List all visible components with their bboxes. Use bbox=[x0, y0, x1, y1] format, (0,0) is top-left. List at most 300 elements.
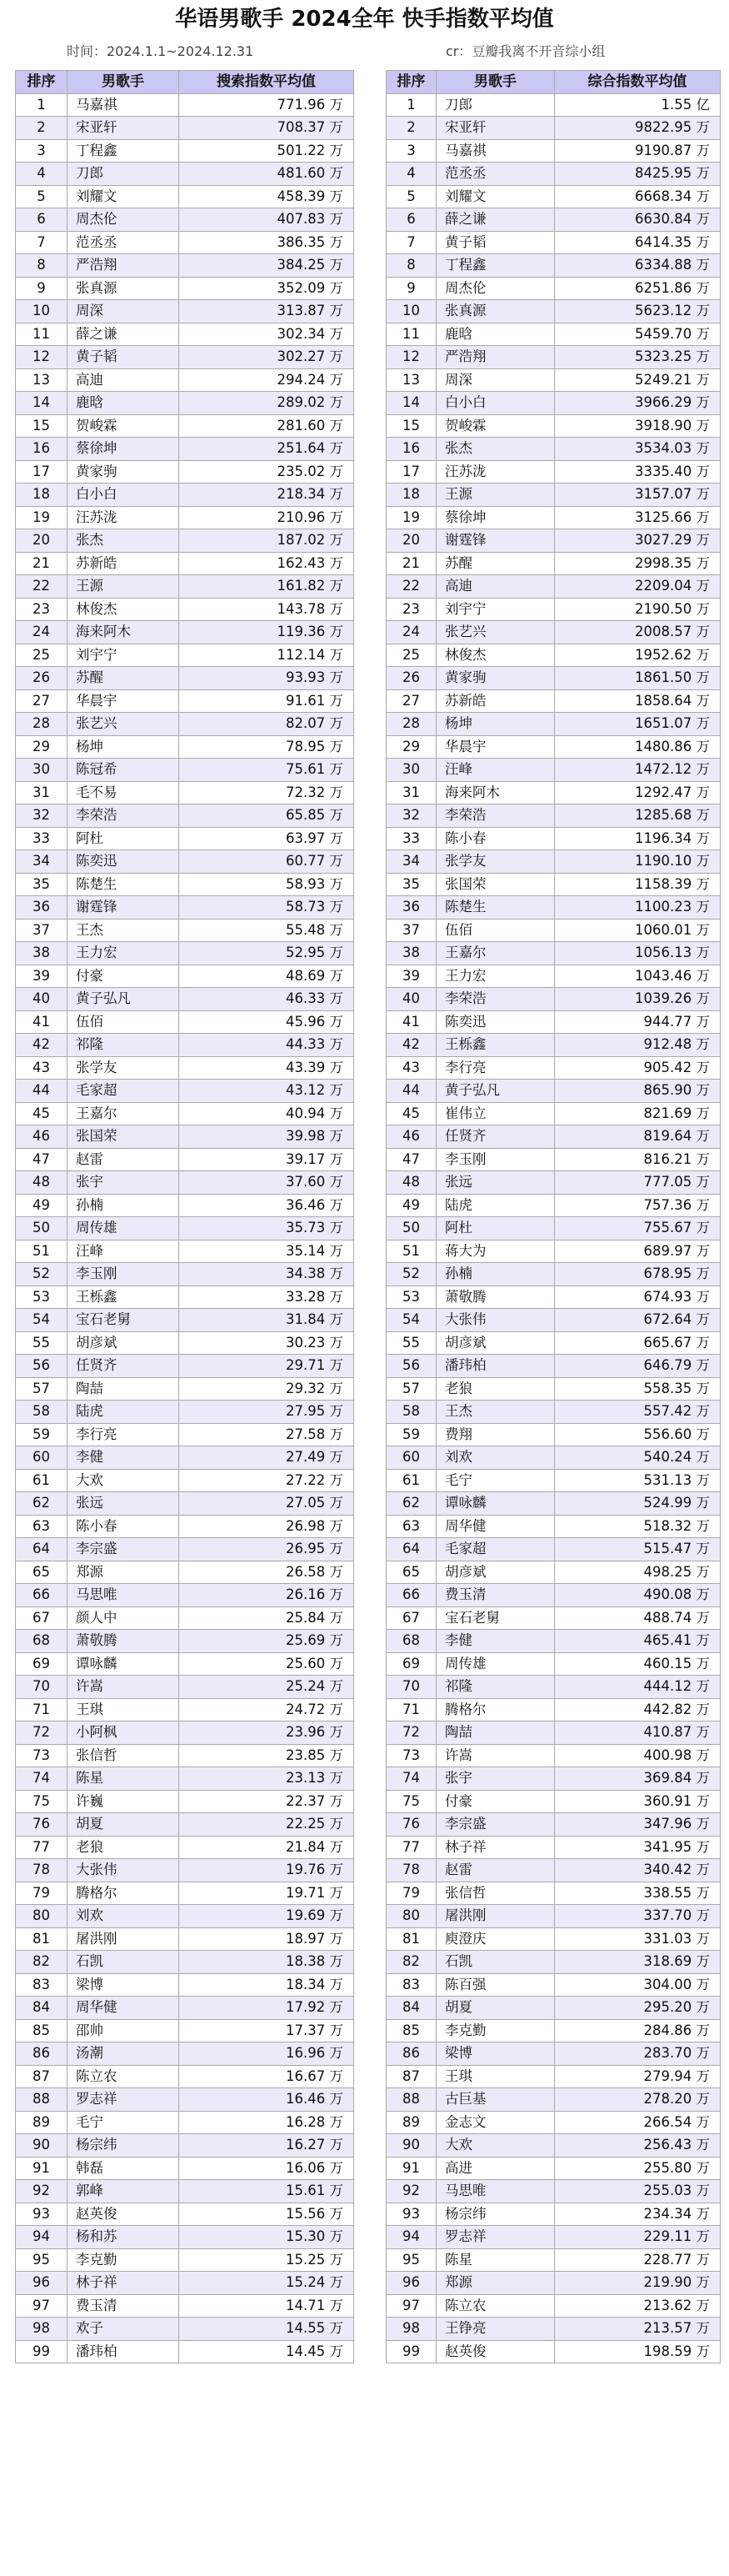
index-value-cell: 162.43 万 bbox=[179, 552, 354, 575]
rank-cell: 15 bbox=[387, 414, 437, 438]
rank-cell: 1 bbox=[16, 93, 67, 117]
singer-name-cell: 阿杜 bbox=[437, 1217, 555, 1240]
rank-cell: 84 bbox=[16, 1997, 67, 2020]
rank-cell: 52 bbox=[387, 1263, 437, 1286]
index-value-cell: 27.22 万 bbox=[179, 1469, 354, 1492]
index-value-cell: 318.69 万 bbox=[555, 1951, 721, 1974]
index-value-cell: 347.96 万 bbox=[555, 1813, 721, 1837]
index-value-cell: 218.34 万 bbox=[179, 484, 354, 507]
singer-name-cell: 黄子韬 bbox=[67, 346, 179, 369]
rank-cell: 83 bbox=[387, 1973, 437, 1997]
index-value-cell: 289.02 万 bbox=[179, 392, 354, 415]
table-row bbox=[16, 2042, 354, 2066]
rank-cell: 20 bbox=[387, 529, 437, 553]
singer-name-cell: 祁隆 bbox=[67, 1034, 179, 1057]
table-row bbox=[387, 2111, 721, 2134]
rank-cell: 88 bbox=[16, 2088, 67, 2112]
table-row bbox=[16, 1423, 354, 1446]
rank-cell: 87 bbox=[16, 2065, 67, 2088]
index-value-cell: 16.46 万 bbox=[179, 2088, 354, 2112]
table-row bbox=[16, 804, 354, 828]
index-value-cell: 210.96 万 bbox=[179, 506, 354, 529]
table-row bbox=[387, 1515, 721, 1538]
index-value-cell: 161.82 万 bbox=[179, 575, 354, 599]
index-value-cell: 25.84 万 bbox=[179, 1606, 354, 1630]
index-value-cell: 281.60 万 bbox=[179, 414, 354, 438]
singer-name-cell: 汪苏泷 bbox=[67, 506, 179, 529]
table-row bbox=[387, 1859, 721, 1882]
rank-cell: 17 bbox=[16, 460, 67, 484]
table-row bbox=[16, 1859, 354, 1882]
index-value-cell: 27.95 万 bbox=[179, 1401, 354, 1424]
table-row bbox=[387, 1905, 721, 1928]
singer-name-cell: 高迪 bbox=[67, 368, 179, 392]
singer-name-cell: 王杰 bbox=[67, 919, 179, 942]
index-value-cell: 3027.29 万 bbox=[555, 529, 721, 553]
rank-cell: 8 bbox=[16, 254, 67, 278]
singer-name-cell: 陶喆 bbox=[67, 1377, 179, 1401]
table-row bbox=[16, 759, 354, 782]
rank-cell: 36 bbox=[16, 896, 67, 920]
table-row bbox=[16, 1744, 354, 1767]
rank-cell: 23 bbox=[16, 598, 67, 621]
rank-cell: 89 bbox=[16, 2111, 67, 2134]
rank-cell: 26 bbox=[16, 667, 67, 690]
search-index-table bbox=[15, 70, 354, 2363]
index-value-cell: 46.33 万 bbox=[179, 988, 354, 1011]
singer-name-cell: 丁程鑫 bbox=[437, 254, 555, 278]
singer-name-cell: 高迪 bbox=[437, 575, 555, 599]
table-row bbox=[387, 1102, 721, 1125]
index-value-cell: 1039.26 万 bbox=[555, 988, 721, 1011]
index-value-cell: 689.97 万 bbox=[555, 1240, 721, 1263]
rank-cell: 2 bbox=[16, 117, 67, 140]
rank-cell: 46 bbox=[387, 1125, 437, 1149]
rank-cell: 68 bbox=[387, 1630, 437, 1653]
index-value-cell: 1861.50 万 bbox=[555, 667, 721, 690]
table-row bbox=[16, 1446, 354, 1470]
rank-cell: 81 bbox=[387, 1927, 437, 1951]
singer-name-cell: 张杰 bbox=[437, 438, 555, 461]
rank-cell: 22 bbox=[16, 575, 67, 599]
rank-cell: 94 bbox=[387, 2226, 437, 2249]
rank-cell: 59 bbox=[387, 1423, 437, 1446]
table-row bbox=[16, 942, 354, 965]
singer-name-cell: 周杰伦 bbox=[437, 277, 555, 300]
singer-name-cell: 张真源 bbox=[67, 277, 179, 300]
table-row bbox=[16, 1515, 354, 1538]
table-row bbox=[387, 1056, 721, 1080]
rank-cell: 91 bbox=[16, 2157, 67, 2180]
singer-name-cell: 潘玮柏 bbox=[437, 1355, 555, 1378]
singer-name-cell: 汤潮 bbox=[67, 2042, 179, 2066]
rank-cell: 9 bbox=[16, 277, 67, 300]
index-value-cell: 6630.84 万 bbox=[555, 208, 721, 232]
table-row bbox=[387, 2294, 721, 2318]
rank-cell: 73 bbox=[387, 1744, 437, 1767]
table-row bbox=[16, 1263, 354, 1286]
singer-name-cell: 李健 bbox=[67, 1446, 179, 1470]
index-value-cell: 43.12 万 bbox=[179, 1080, 354, 1103]
table-row bbox=[387, 231, 721, 254]
singer-name-cell: 郑源 bbox=[437, 2272, 555, 2295]
table-row bbox=[387, 873, 721, 896]
singer-name-cell: 张信哲 bbox=[437, 1882, 555, 1905]
singer-name-cell: 苏新皓 bbox=[67, 552, 179, 575]
singer-name-cell: 马思唯 bbox=[437, 2180, 555, 2203]
singer-name-cell: 严浩翔 bbox=[437, 346, 555, 369]
index-value-cell: 27.49 万 bbox=[179, 1446, 354, 1470]
rank-cell: 71 bbox=[387, 1698, 437, 1722]
singer-name-cell: 任贤齐 bbox=[437, 1125, 555, 1149]
rank-cell: 21 bbox=[16, 552, 67, 575]
singer-name-cell: 李健 bbox=[437, 1630, 555, 1653]
table-row bbox=[387, 1080, 721, 1103]
index-value-cell: 19.69 万 bbox=[179, 1905, 354, 1928]
singer-name-cell: 王力宏 bbox=[67, 942, 179, 965]
index-value-cell: 1190.10 万 bbox=[555, 850, 721, 874]
index-value-cell: 912.48 万 bbox=[555, 1034, 721, 1057]
index-value-cell: 23.85 万 bbox=[179, 1744, 354, 1767]
index-value-cell: 465.41 万 bbox=[555, 1630, 721, 1653]
table-row bbox=[16, 2272, 354, 2295]
rank-cell: 97 bbox=[16, 2294, 67, 2318]
table-row bbox=[387, 896, 721, 920]
singer-name-cell: 毛家超 bbox=[67, 1080, 179, 1103]
singer-name-cell: 高进 bbox=[437, 2157, 555, 2180]
table-row bbox=[387, 1309, 721, 1332]
singer-name-cell: 费玉清 bbox=[67, 2294, 179, 2318]
table-row bbox=[16, 208, 354, 232]
index-value-cell: 819.64 万 bbox=[555, 1125, 721, 1149]
singer-name-cell: 蔡徐坤 bbox=[67, 438, 179, 461]
rank-cell: 30 bbox=[16, 759, 67, 782]
rank-cell: 55 bbox=[387, 1331, 437, 1355]
table-row bbox=[387, 1951, 721, 1974]
singer-name-cell: 老狼 bbox=[437, 1377, 555, 1401]
singer-name-cell: 王琪 bbox=[437, 2065, 555, 2088]
singer-name-cell: 罗志祥 bbox=[437, 2226, 555, 2249]
index-value-cell: 15.30 万 bbox=[179, 2226, 354, 2249]
index-value-cell: 1480.86 万 bbox=[555, 735, 721, 759]
table-row bbox=[16, 1377, 354, 1401]
singer-name-cell: 张宇 bbox=[67, 1171, 179, 1195]
singer-name-cell: 陈星 bbox=[437, 2248, 555, 2272]
index-value-cell: 5249.21 万 bbox=[555, 368, 721, 392]
table-row bbox=[387, 1767, 721, 1791]
singer-name-cell: 许巍 bbox=[67, 1790, 179, 1813]
table-row bbox=[16, 163, 354, 186]
index-value-cell: 119.36 万 bbox=[179, 621, 354, 644]
table-row bbox=[387, 2248, 721, 2272]
table-row bbox=[16, 2180, 354, 2203]
table-row bbox=[16, 1973, 354, 1997]
rank-cell: 44 bbox=[387, 1080, 437, 1103]
table-row bbox=[387, 1836, 721, 1859]
table-row bbox=[387, 1813, 721, 1837]
rank-cell: 60 bbox=[387, 1446, 437, 1470]
singer-name-cell: 赵英俊 bbox=[437, 2340, 555, 2363]
header-singer: 男歌手 bbox=[437, 71, 555, 94]
table-row bbox=[16, 254, 354, 278]
table-row bbox=[387, 1722, 721, 1745]
rank-cell: 13 bbox=[387, 368, 437, 392]
index-value-cell: 386.35 万 bbox=[179, 231, 354, 254]
index-value-cell: 63.97 万 bbox=[179, 827, 354, 850]
table-row bbox=[387, 689, 721, 713]
rank-cell: 28 bbox=[16, 713, 67, 736]
tables-area bbox=[15, 70, 720, 2569]
index-value-cell: 78.95 万 bbox=[179, 735, 354, 759]
header-rank: 排序 bbox=[387, 71, 437, 94]
table-row bbox=[16, 1102, 354, 1125]
table-row bbox=[16, 2088, 354, 2112]
rank-cell: 78 bbox=[387, 1859, 437, 1882]
rank-cell: 14 bbox=[387, 392, 437, 415]
singer-name-cell: 胡彦斌 bbox=[437, 1561, 555, 1584]
index-value-cell: 905.42 万 bbox=[555, 1056, 721, 1080]
table-row bbox=[16, 368, 354, 392]
singer-name-cell: 邵帅 bbox=[67, 2019, 179, 2042]
table-row bbox=[16, 2340, 354, 2363]
table-row bbox=[387, 1973, 721, 1997]
table-row bbox=[387, 2157, 721, 2180]
rank-cell: 27 bbox=[387, 689, 437, 713]
table-row bbox=[16, 2111, 354, 2134]
rank-cell: 3 bbox=[387, 139, 437, 163]
rank-cell: 40 bbox=[387, 988, 437, 1011]
singer-name-cell: 海来阿木 bbox=[67, 621, 179, 644]
singer-name-cell: 阿杜 bbox=[67, 827, 179, 850]
table-row bbox=[387, 438, 721, 461]
index-value-cell: 1858.64 万 bbox=[555, 689, 721, 713]
singer-name-cell: 小阿枫 bbox=[67, 1722, 179, 1745]
index-value-cell: 3966.29 万 bbox=[555, 392, 721, 415]
table-row bbox=[387, 1606, 721, 1630]
table-row bbox=[387, 1355, 721, 1378]
rank-cell: 68 bbox=[16, 1630, 67, 1653]
singer-name-cell: 毛家超 bbox=[437, 1538, 555, 1561]
singer-name-cell: 刘耀文 bbox=[437, 185, 555, 208]
table-row bbox=[16, 2157, 354, 2180]
rank-cell: 49 bbox=[16, 1194, 67, 1217]
rank-cell: 37 bbox=[387, 919, 437, 942]
table-row bbox=[387, 942, 721, 965]
singer-name-cell: 陆虎 bbox=[437, 1194, 555, 1217]
index-value-cell: 44.33 万 bbox=[179, 1034, 354, 1057]
rank-cell: 26 bbox=[387, 667, 437, 690]
singer-name-cell: 费翔 bbox=[437, 1423, 555, 1446]
singer-name-cell: 王杰 bbox=[437, 1401, 555, 1424]
rank-cell: 70 bbox=[16, 1676, 67, 1699]
page-title: 华语男歌手 2024全年 快手指数平均值 bbox=[175, 7, 554, 32]
index-value-cell: 3157.07 万 bbox=[555, 484, 721, 507]
index-value-cell: 33.28 万 bbox=[179, 1285, 354, 1309]
singer-name-cell: 费玉清 bbox=[437, 1584, 555, 1607]
singer-name-cell: 黄家驹 bbox=[67, 460, 179, 484]
table-row bbox=[387, 1630, 721, 1653]
table-row bbox=[16, 1148, 354, 1171]
table-row bbox=[387, 644, 721, 667]
singer-name-cell: 付豪 bbox=[67, 965, 179, 988]
singer-name-cell: 腾格尔 bbox=[437, 1698, 555, 1722]
index-value-cell: 35.73 万 bbox=[179, 1217, 354, 1240]
index-value-cell: 3534.03 万 bbox=[555, 438, 721, 461]
table-row bbox=[387, 1882, 721, 1905]
table-row bbox=[387, 827, 721, 850]
index-value-cell: 524.99 万 bbox=[555, 1492, 721, 1516]
rank-cell: 19 bbox=[16, 506, 67, 529]
singer-name-cell: 赵英俊 bbox=[67, 2203, 179, 2226]
index-value-cell: 515.47 万 bbox=[555, 1538, 721, 1561]
rank-cell: 81 bbox=[16, 1927, 67, 1951]
table-row bbox=[387, 2065, 721, 2088]
rank-cell: 39 bbox=[16, 965, 67, 988]
singer-name-cell: 黄家驹 bbox=[437, 667, 555, 690]
table-row bbox=[387, 254, 721, 278]
singer-name-cell: 马嘉祺 bbox=[437, 139, 555, 163]
index-value-cell: 302.34 万 bbox=[179, 323, 354, 346]
rank-cell: 45 bbox=[387, 1102, 437, 1125]
rank-cell: 50 bbox=[387, 1217, 437, 1240]
credit-line: cr：豆瓣我离不开音综小组 bbox=[446, 43, 606, 59]
table-row bbox=[387, 713, 721, 736]
table-row bbox=[16, 460, 354, 484]
singer-name-cell: 杨坤 bbox=[437, 713, 555, 736]
index-value-cell: 17.92 万 bbox=[179, 1997, 354, 2020]
table-row bbox=[16, 392, 354, 415]
table-row bbox=[387, 185, 721, 208]
index-value-cell: 331.03 万 bbox=[555, 1927, 721, 1951]
rank-cell: 37 bbox=[16, 919, 67, 942]
table-row bbox=[387, 2340, 721, 2363]
table-row bbox=[16, 414, 354, 438]
index-value-cell: 1285.68 万 bbox=[555, 804, 721, 828]
rank-cell: 15 bbox=[16, 414, 67, 438]
rank-cell: 32 bbox=[387, 804, 437, 828]
index-value-cell: 2190.50 万 bbox=[555, 598, 721, 621]
table-row bbox=[16, 713, 354, 736]
singer-name-cell: 陈立农 bbox=[67, 2065, 179, 2088]
index-value-cell: 816.21 万 bbox=[555, 1148, 721, 1171]
singer-name-cell: 华晨宇 bbox=[67, 689, 179, 713]
singer-name-cell: 严浩翔 bbox=[67, 254, 179, 278]
index-value-cell: 5323.25 万 bbox=[555, 346, 721, 369]
singer-name-cell: 范丞丞 bbox=[67, 231, 179, 254]
index-value-cell: 18.38 万 bbox=[179, 1951, 354, 1974]
table-row bbox=[16, 965, 354, 988]
table-row bbox=[387, 484, 721, 507]
singer-name-cell: 薛之谦 bbox=[67, 323, 179, 346]
singer-name-cell: 大欢 bbox=[67, 1469, 179, 1492]
rank-cell: 47 bbox=[387, 1148, 437, 1171]
singer-name-cell: 汪峰 bbox=[67, 1240, 179, 1263]
rank-cell: 60 bbox=[16, 1446, 67, 1470]
index-value-cell: 39.98 万 bbox=[179, 1125, 354, 1149]
rank-cell: 48 bbox=[16, 1171, 67, 1195]
rank-cell: 11 bbox=[387, 323, 437, 346]
index-value-cell: 22.37 万 bbox=[179, 1790, 354, 1813]
table-row bbox=[16, 1813, 354, 1837]
index-value-cell: 26.98 万 bbox=[179, 1515, 354, 1538]
singer-name-cell: 苏醒 bbox=[437, 552, 555, 575]
rank-cell: 44 bbox=[16, 1080, 67, 1103]
index-value-cell: 755.67 万 bbox=[555, 1217, 721, 1240]
rank-cell: 34 bbox=[387, 850, 437, 874]
index-value-cell: 3125.66 万 bbox=[555, 506, 721, 529]
index-value-cell: 22.25 万 bbox=[179, 1813, 354, 1837]
rank-cell: 59 bbox=[16, 1423, 67, 1446]
rank-cell: 40 bbox=[16, 988, 67, 1011]
rank-cell: 5 bbox=[387, 185, 437, 208]
singer-name-cell: 李荣浩 bbox=[437, 804, 555, 828]
rank-cell: 92 bbox=[16, 2180, 67, 2203]
index-value-cell: 26.58 万 bbox=[179, 1561, 354, 1584]
table-row bbox=[16, 575, 354, 599]
singer-name-cell: 毛宁 bbox=[67, 2111, 179, 2134]
index-value-cell: 266.54 万 bbox=[555, 2111, 721, 2134]
index-value-cell: 65.85 万 bbox=[179, 804, 354, 828]
singer-name-cell: 刀郎 bbox=[437, 93, 555, 117]
singer-name-cell: 宋亚轩 bbox=[67, 117, 179, 140]
index-value-cell: 26.95 万 bbox=[179, 1538, 354, 1561]
rank-cell: 3 bbox=[16, 139, 67, 163]
table-row bbox=[16, 2226, 354, 2249]
rank-cell: 52 bbox=[16, 1263, 67, 1286]
index-value-cell: 337.70 万 bbox=[555, 1905, 721, 1928]
table-row bbox=[387, 781, 721, 804]
rank-cell: 19 bbox=[387, 506, 437, 529]
index-value-cell: 5459.70 万 bbox=[555, 323, 721, 346]
singer-name-cell: 崔伟立 bbox=[437, 1102, 555, 1125]
rank-cell: 6 bbox=[387, 208, 437, 232]
singer-name-cell: 张宇 bbox=[437, 1767, 555, 1791]
rank-cell: 56 bbox=[387, 1355, 437, 1378]
index-value-cell: 17.37 万 bbox=[179, 2019, 354, 2042]
index-value-cell: 2008.57 万 bbox=[555, 621, 721, 644]
rank-cell: 10 bbox=[16, 300, 67, 323]
rank-cell: 79 bbox=[387, 1882, 437, 1905]
index-value-cell: 5623.12 万 bbox=[555, 300, 721, 323]
table-row bbox=[16, 988, 354, 1011]
table-row bbox=[387, 1034, 721, 1057]
singer-name-cell: 金志文 bbox=[437, 2111, 555, 2134]
singer-name-cell: 罗志祥 bbox=[67, 2088, 179, 2112]
index-value-cell: 678.95 万 bbox=[555, 1263, 721, 1286]
index-value-cell: 1196.34 万 bbox=[555, 827, 721, 850]
rank-cell: 41 bbox=[387, 1010, 437, 1034]
singer-name-cell: 郭峰 bbox=[67, 2180, 179, 2203]
index-value-cell: 442.82 万 bbox=[555, 1698, 721, 1722]
singer-name-cell: 李克勤 bbox=[437, 2019, 555, 2042]
singer-name-cell: 萧敬腾 bbox=[67, 1630, 179, 1653]
singer-name-cell: 张信哲 bbox=[67, 1744, 179, 1767]
index-value-cell: 24.72 万 bbox=[179, 1698, 354, 1722]
index-value-cell: 757.36 万 bbox=[555, 1194, 721, 1217]
rank-cell: 17 bbox=[387, 460, 437, 484]
index-value-cell: 313.87 万 bbox=[179, 300, 354, 323]
index-value-cell: 295.20 万 bbox=[555, 1997, 721, 2020]
index-value-cell: 1651.07 万 bbox=[555, 713, 721, 736]
table-row bbox=[16, 484, 354, 507]
singer-name-cell: 胡夏 bbox=[67, 1813, 179, 1837]
singer-name-cell: 李玉刚 bbox=[437, 1148, 555, 1171]
table-row bbox=[387, 346, 721, 369]
table-row bbox=[387, 621, 721, 644]
singer-name-cell: 陈星 bbox=[67, 1767, 179, 1791]
rank-cell: 9 bbox=[387, 277, 437, 300]
table-row bbox=[16, 2134, 354, 2158]
